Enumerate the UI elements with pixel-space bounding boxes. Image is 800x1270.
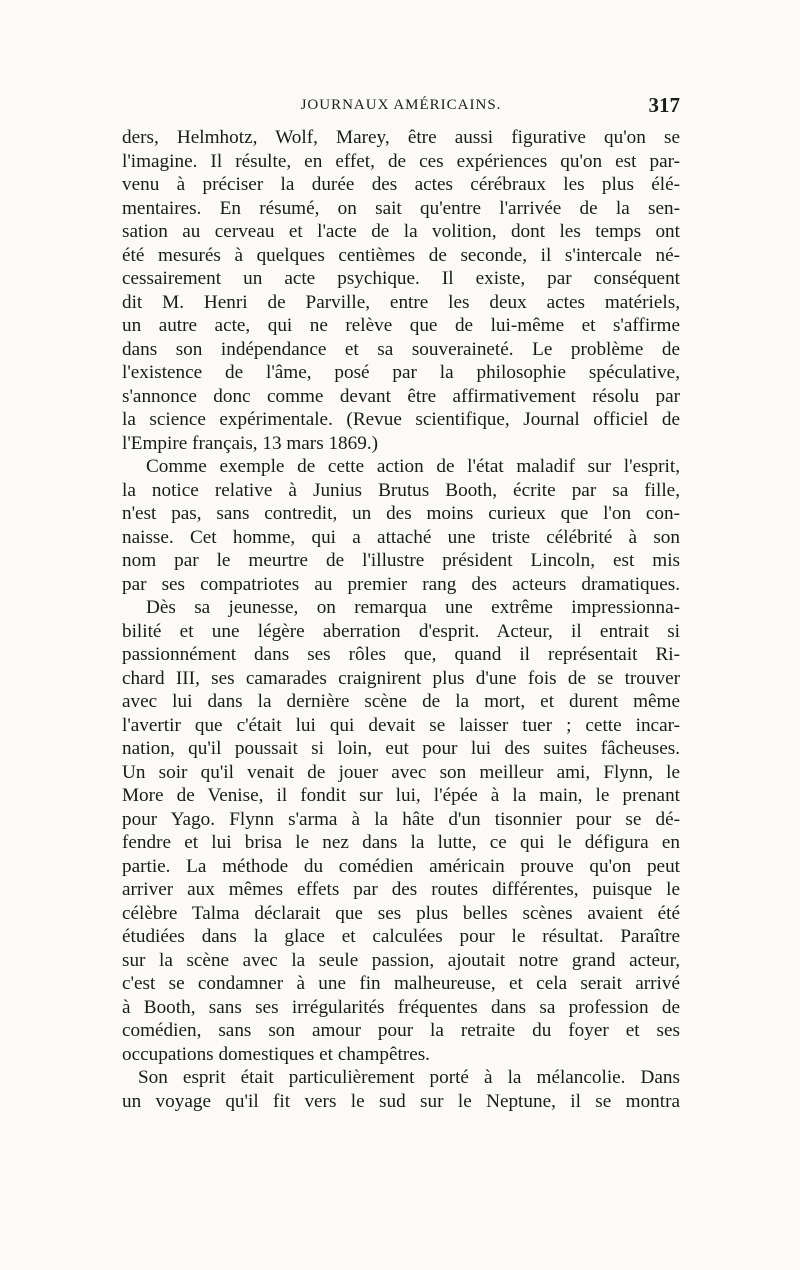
body-text: [122, 126, 680, 1113]
text-line: l'Empire français, 13 mars 1869.): [122, 432, 379, 454]
text-line: Comme exemple de cette action de l'état maladif sur l'esprit,: [146, 456, 680, 477]
text-line: étudiées dans la glace et calculées pour le résultat. Paraître: [122, 926, 680, 947]
text-line: partie. La méthode du comédien américain prouve qu'on peut: [122, 855, 680, 877]
page-number: 317: [648, 93, 680, 117]
text-line: par ses compatriotes au premier rang des acteurs dramatiques.: [122, 573, 680, 595]
text-line: avec lui dans la dernière scène de la mort, et durent même: [122, 691, 680, 712]
text-line: chard III, ses camarades craignirent plus d'une fois de se trouver: [122, 667, 680, 689]
text-line: sur la scène avec la seule passion, ajoutait notre grand acteur,: [122, 949, 680, 971]
text-line: passionnément dans ses rôles que, quand il représentait Ri-: [122, 644, 680, 665]
text-line: l'existence de l'âme, posé par la philosophie spéculative,: [122, 362, 680, 383]
running-title: JOURNAUX AMÉRICAINS.: [300, 97, 502, 113]
text-line: dit M. Henri de Parville, entre les deux actes matériels,: [122, 291, 680, 313]
text-line: nation, qu'il poussait si loin, eut pour lui des suites fâcheuses.: [122, 738, 680, 759]
text-line: c'est se condamner à une fin malheureuse, et cela serait arrivé: [122, 973, 680, 994]
text-line: l'imagine. Il résulte, en effet, de ces expériences qu'on est par-: [122, 150, 680, 172]
text-line: venu à préciser la durée des actes cérébraux les plus élé-: [122, 174, 680, 195]
text-line: s'annonce donc comme devant être affirmativement résolu par: [122, 385, 680, 407]
text-line: un autre acte, qui ne relève que de lui-même et s'affirme: [122, 315, 680, 336]
text-line: comédien, sans son amour pour la retraite du foyer et ses: [122, 1020, 680, 1041]
text-line: More de Venise, il fondit sur lui, l'épée à la main, le prenant: [122, 785, 680, 806]
text-line: nom par le meurtre de l'illustre président Lincoln, est mis: [122, 550, 680, 571]
text-line: sation au cerveau et l'acte de la volition, dont les temps ont: [122, 221, 680, 242]
text-line: Un soir qu'il venait de jouer avec son meilleur ami, Flynn, le: [122, 761, 680, 783]
text-line: occupations domestiques et champêtres.: [122, 1043, 430, 1065]
text-line: à Booth, sans ses irrégularités fréquentes dans sa profession de: [122, 996, 680, 1018]
text-line: ders, Helmhotz, Wolf, Marey, être aussi figurative qu'on se: [122, 127, 680, 148]
text-line: la science expérimentale. (Revue scientifique, Journal officiel de: [122, 409, 680, 430]
text-line: la notice relative à Junius Brutus Booth, écrite par sa fille,: [122, 479, 680, 501]
text-line: naisse. Cet homme, qui a attaché une triste célébrité à son: [122, 526, 680, 548]
text-line: dans son indépendance et sa souveraineté. Le problème de: [122, 338, 680, 360]
text-line: un voyage qu'il fit vers le sud sur le Neptune, il se montra: [122, 1090, 680, 1112]
text-line: Son esprit était particulièrement porté à la mélancolie. Dans: [138, 1067, 680, 1088]
text-line: arriver aux mêmes effets par des routes différentes, puisque le: [122, 879, 680, 900]
text-line: Dès sa jeunesse, on remarqua une extrême impressionna-: [146, 597, 680, 618]
text-line: n'est pas, sans contredit, un des moins curieux que l'on con-: [122, 503, 680, 524]
text-line: été mesurés à quelques centièmes de seconde, il s'intercale né-: [122, 244, 680, 266]
text-line: bilité et une légère aberration d'esprit. Acteur, il entrait si: [122, 620, 680, 642]
text-line: pour Yago. Flynn s'arma à la hâte d'un tisonnier pour se dé-: [122, 808, 680, 830]
running-head: [122, 93, 680, 119]
text-line: fendre et lui brisa le nez dans la lutte, ce qui le défigura en: [122, 832, 680, 853]
text-line: cessairement un acte psychique. Il existe, par conséquent: [122, 268, 680, 289]
text-line: mentaires. En résumé, on sait qu'entre l'arrivée de la sen-: [122, 197, 680, 219]
text-line: célèbre Talma déclarait que ses plus belles scènes avaient été: [122, 902, 680, 924]
text-line: l'avertir que c'était lui qui devait se laisser tuer ; cette incar-: [122, 714, 680, 736]
